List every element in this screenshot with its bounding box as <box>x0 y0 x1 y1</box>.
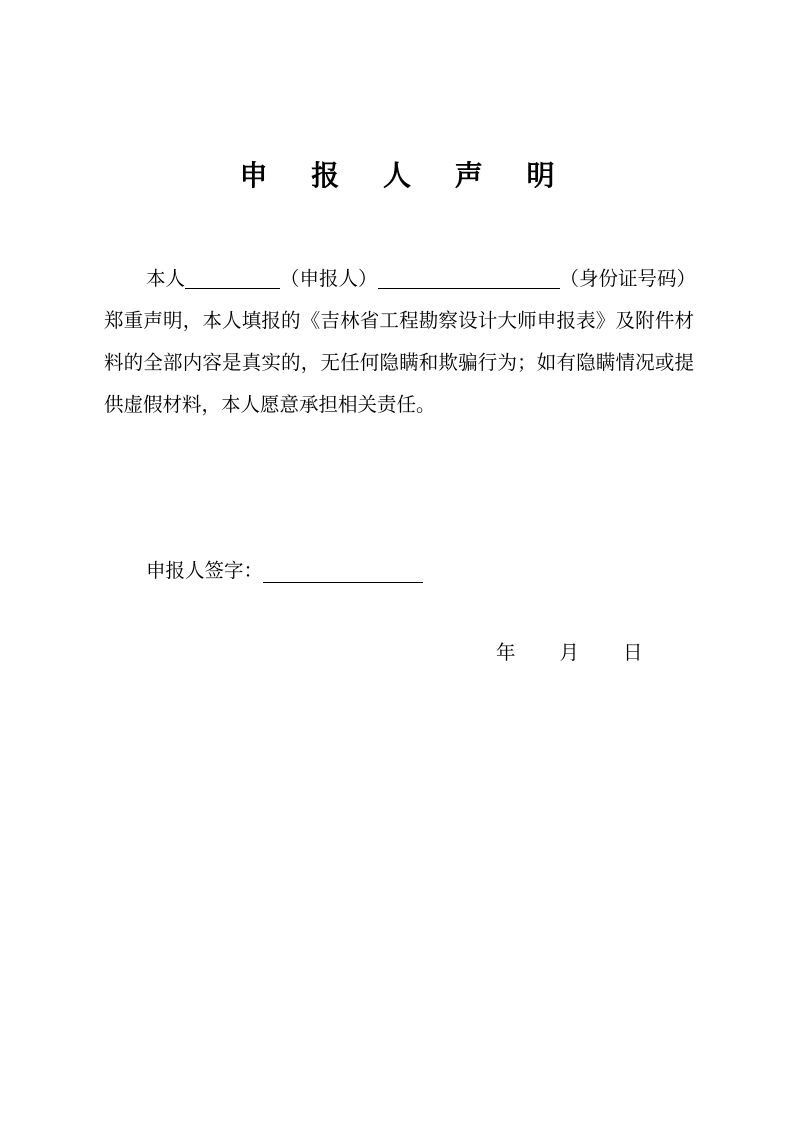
signature-field[interactable] <box>263 560 423 583</box>
id-number-label: （身份证号码） <box>559 267 697 290</box>
declaration-body: 郑重声明，本人填报的《吉林省工程勘察设计大师申报表》及附件材料的全部内容是真实的，无任何隐瞒和欺骗行为；如有隐瞒情况或提供虚假材料，本人愿意承担相关责任。 <box>104 309 694 416</box>
signature-label: 申报人签字： <box>146 559 264 582</box>
id-number-field[interactable] <box>378 266 560 289</box>
applicant-label: （申报人） <box>280 267 378 290</box>
page-title: 申 报 人 声 明 <box>239 159 572 192</box>
date-year-label: 年 <box>496 641 516 664</box>
declaration-prefix: 本人 <box>146 267 186 290</box>
signature-row <box>146 551 423 591</box>
date-month-label: 月 <box>559 641 580 664</box>
date-row <box>496 633 643 673</box>
applicant-name-field[interactable] <box>185 266 280 289</box>
declaration-first-line <box>104 258 697 300</box>
date-day-label: 日 <box>623 641 643 664</box>
declaration-paragraph <box>104 258 697 426</box>
